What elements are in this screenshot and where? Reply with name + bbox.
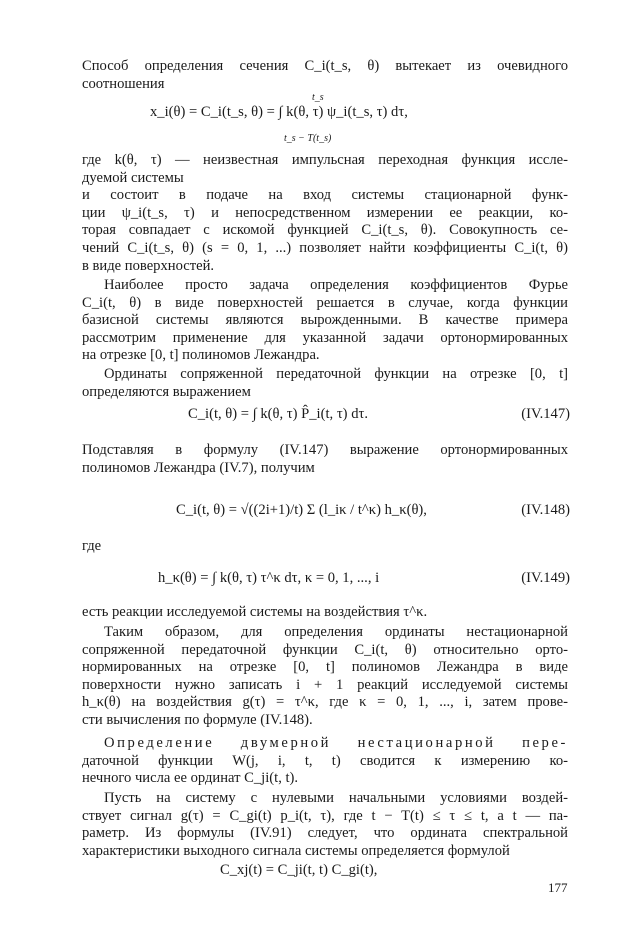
paragraph-7 [82,624,568,730]
text-line: есть реакции исследуемой системы на воздействия τ^κ. [82,604,428,620]
paragraph-4 [82,366,568,401]
paragraph-6 [82,604,568,622]
equation-number-148: (IV.148) [521,502,570,518]
text-line: Способ определения сечения C_i(t_s, θ) вытекает из очевидного [82,58,568,74]
text-line: нормированных на отрезке [0, t] полиномов Лежандра в виде [82,659,568,676]
text-line: торая совпадает с искомой функцией C_i(t_s, θ). Совокупность се- [82,222,568,239]
paragraph-9 [82,790,568,860]
text-line: на отрезке [0, t] полиномов Лежандра. [82,347,320,364]
equation-number-147: (IV.147) [521,406,570,422]
text-line: нечного числа ее ординат C_ji(t, t). [82,770,299,787]
spaced-term-line: Определение двумерной нестационарной пере- [104,735,568,751]
paragraph-1 [82,58,568,93]
equation-iv-147: C_i(t, θ) = ∫ k(θ, τ) P̂_i(t, τ) dτ. [188,406,368,422]
text-line: ствует сигнал g(τ) = C_gi(t) p_i(t, τ), где t − T(t) ≤ τ ≤ t, a t — па- [82,807,568,824]
paragraph-8 [82,735,568,788]
text-line: Ординаты сопряженной передаточной функции на отрезке [0, t] [104,366,568,382]
equation-1: x_i(θ) = C_i(t_s, θ) = ∫ k(θ, τ) ψ_i(t_s, τ) dτ, [150,104,408,120]
word-where: где [82,538,102,554]
text-line: Наиболее просто задача определения коэффициентов Фурье [104,277,568,293]
text-line: где k(θ, τ) — неизвестная импульсная переходная функция иссле- [82,152,568,168]
text-line: Подставляя в формулу (IV.147) выражение ортонормированных [82,442,568,458]
text-line: Таким образом, для определения ординаты нестационарной [104,624,568,640]
equation-iv-148: C_i(t, θ) = √((2i+1)/t) Σ (l_iκ / t^κ) h_κ(θ), [176,502,427,518]
text-line: поверхности нужно записать i + 1 реакций исследуемой системы [82,676,568,693]
text-line: дуемой системы [82,169,184,186]
text-line: сти вычисления по формуле (IV.148). [82,711,313,728]
paragraph-3 [82,277,568,365]
text-line: Пусть на систему с нулевыми начальными условиями воздей- [104,790,568,806]
text-line: даточной функции W(j, i, t, t) сводится к измерению ко- [82,752,568,769]
integral-upper-limit: t_s [312,92,324,103]
equation-number-149: (IV.149) [521,570,570,586]
integral-lower-limit: t_s − T(t_s) [284,133,332,144]
text-line: базисной системы являются вырожденными. В качестве примера [82,312,568,329]
equation-iv-149: h_κ(θ) = ∫ k(θ, τ) τ^κ dτ, κ = 0, 1, ..., i [158,570,380,586]
text-line: сопряженной передаточной функции C_i(t, θ) относительно орто- [82,641,568,658]
text-line: чений C_i(t_s, θ) (s = 0, 1, ...) позволяет найти коэффициенты C_i(t, θ) [82,239,568,256]
text-line: полиномов Лежандра (IV.7), получим [82,459,315,476]
text-line: C_i(t, θ) в виде поверхностей решается в случае, когда функции [82,294,568,311]
text-line: h_κ(θ) на воздействия g(τ) = τ^κ, где κ = 0, 1, ..., i, затем прове- [82,694,568,711]
text-line: раметр. Из формулы (IV.91) следует, что ордината спектральной [82,825,568,842]
text-line: определяются выражением [82,383,251,400]
text-line: и состоит в подаче на вход системы стационарной функ- [82,187,568,204]
paragraph-5 [82,442,568,477]
text-line: в виде поверхностей. [82,257,215,274]
equation-output-spectrum: C_xj(t) = C_ji(t, t) C_gi(t), [220,862,378,878]
text-line: ции ψ_i(t_s, τ) и непосредственном измерении ее реакции, ко- [82,204,568,221]
text-line: характеристики выходного сигнала системы определяется формулой [82,842,510,859]
page-number: 177 [548,880,568,895]
paragraph-2 [82,152,568,275]
text-line: соотношения [82,75,165,92]
text-line: рассмотрим применение для указанной задачи ортонормированных [82,329,568,346]
